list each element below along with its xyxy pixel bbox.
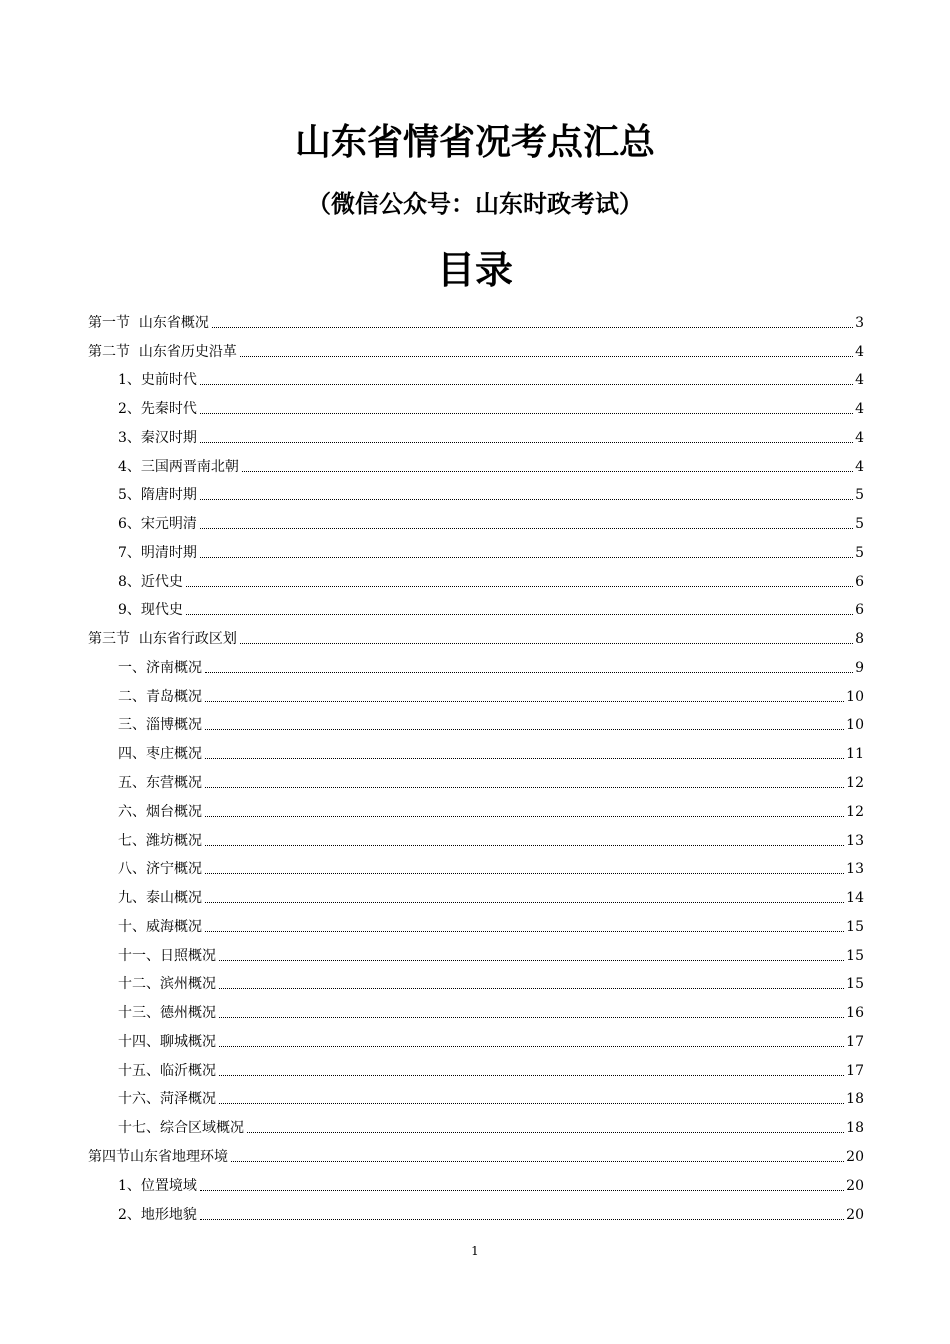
toc-leader-dots <box>200 528 853 529</box>
toc-entry-label: 十六、菏泽概况 <box>118 1091 216 1108</box>
toc-entry-label: 第一节 山东省概况 <box>88 314 209 331</box>
toc-entry-label: 九、泰山概况 <box>118 890 202 907</box>
toc-entry-page: 13 <box>846 832 864 849</box>
toc-entry-page: 16 <box>846 1005 864 1022</box>
toc-entry-label: 六、烟台概况 <box>118 803 202 820</box>
toc-entry[interactable] <box>88 680 864 709</box>
toc-leader-dots <box>200 442 853 443</box>
toc-leader-dots <box>219 1046 844 1047</box>
toc-entry-label: 十一、日照概况 <box>118 947 216 964</box>
toc-entry-page: 18 <box>846 1120 864 1137</box>
toc-entry-page: 15 <box>846 918 864 935</box>
toc-entry-label: 八、济宁概况 <box>118 861 202 878</box>
toc-heading: 目录 <box>436 247 513 292</box>
toc-entry-label: 十五、临沂概况 <box>118 1062 216 1079</box>
toc-leader-dots <box>205 931 844 932</box>
toc-entry[interactable] <box>88 1169 864 1198</box>
toc-entry[interactable] <box>88 392 864 421</box>
toc-leader-dots <box>200 1219 844 1220</box>
toc-entry-label: 五、东营概况 <box>118 775 202 792</box>
toc-entry[interactable] <box>88 996 864 1025</box>
toc-entry-label: 2、先秦时代 <box>118 401 197 418</box>
toc-entry-label: 第四节山东省地理环境 <box>88 1148 228 1165</box>
toc-entry-label: 十七、综合区域概况 <box>118 1120 244 1137</box>
toc-entry-label: 9、现代史 <box>118 602 183 619</box>
toc-entry-label: 4、三国两晋南北朝 <box>118 458 239 475</box>
toc-leader-dots <box>205 787 844 788</box>
toc-leader-dots <box>219 960 844 961</box>
toc-entry-page: 13 <box>846 861 864 878</box>
toc-entry[interactable] <box>88 1111 864 1140</box>
toc-leader-dots <box>242 471 853 472</box>
toc-entry[interactable] <box>88 1054 864 1083</box>
toc-entry[interactable] <box>88 1025 864 1054</box>
toc-entry[interactable] <box>88 479 864 508</box>
toc-entry-page: 12 <box>846 803 864 820</box>
toc-entry[interactable] <box>88 622 864 651</box>
toc-entry-page: 4 <box>855 429 864 446</box>
toc-entry[interactable] <box>88 1083 864 1112</box>
toc-leader-dots <box>186 586 853 587</box>
document-title: 山东省情省况考点汇总 <box>294 121 655 163</box>
toc-entry[interactable] <box>88 565 864 594</box>
toc-entry[interactable] <box>88 507 864 536</box>
toc-entry-label: 8、近代史 <box>118 573 183 590</box>
toc-entry-page: 8 <box>855 631 864 648</box>
toc-entry-label: 十、威海概况 <box>118 918 202 935</box>
toc-entry[interactable] <box>88 939 864 968</box>
toc-leader-dots <box>212 327 853 328</box>
toc-leader-dots <box>200 557 853 558</box>
toc-entry-label: 一、济南概况 <box>118 659 202 676</box>
toc-leader-dots <box>205 758 844 759</box>
toc-entry-page: 4 <box>855 401 864 418</box>
toc-entry[interactable] <box>88 536 864 565</box>
toc-leader-dots <box>205 873 844 874</box>
toc-entry-label: 第三节 山东省行政区划 <box>88 631 237 648</box>
toc-entry[interactable] <box>88 853 864 882</box>
toc-leader-dots <box>200 384 853 385</box>
toc-leader-dots <box>200 499 853 500</box>
toc-entry-page: 15 <box>846 976 864 993</box>
toc-entry-page: 3 <box>855 314 864 331</box>
toc-leader-dots <box>205 701 844 702</box>
toc-entry-page: 20 <box>846 1206 864 1223</box>
toc-entry[interactable] <box>88 795 864 824</box>
toc-entry[interactable] <box>88 824 864 853</box>
toc-leader-dots <box>219 1017 844 1018</box>
toc-entry[interactable] <box>88 1140 864 1169</box>
toc-leader-dots <box>231 1161 844 1162</box>
toc-leader-dots <box>200 1190 844 1191</box>
toc-leader-dots <box>219 988 844 989</box>
toc-entry-page: 5 <box>855 544 864 561</box>
toc-leader-dots <box>205 816 844 817</box>
toc-entry[interactable] <box>88 306 864 335</box>
toc-entry-page: 5 <box>855 487 864 504</box>
toc-entry[interactable] <box>88 766 864 795</box>
toc-entry-page: 6 <box>855 573 864 590</box>
toc-entry[interactable] <box>88 364 864 393</box>
toc-entry-label: 十四、聊城概况 <box>118 1033 216 1050</box>
toc-entry-label: 1、位置境域 <box>118 1177 197 1194</box>
toc-entry-page: 5 <box>855 516 864 533</box>
toc-entry-label: 二、青岛概况 <box>118 688 202 705</box>
toc-entry-page: 4 <box>855 343 864 360</box>
toc-entry-label: 1、史前时代 <box>118 372 197 389</box>
toc-entry[interactable] <box>88 335 864 364</box>
toc-leader-dots <box>200 413 853 414</box>
toc-leader-dots <box>205 902 844 903</box>
toc-entry-label: 3、秦汉时期 <box>118 429 197 446</box>
toc-leader-dots <box>247 1132 844 1133</box>
toc-leader-dots <box>240 356 853 357</box>
document-subtitle: （微信公众号：山东时政考试） <box>307 189 643 218</box>
toc-entry-page: 17 <box>846 1062 864 1079</box>
toc-entry[interactable] <box>88 881 864 910</box>
toc-leader-dots <box>219 1075 844 1076</box>
toc-entry-label: 第二节 山东省历史沿革 <box>88 343 237 360</box>
toc-entry-page: 4 <box>855 458 864 475</box>
toc-entry-page: 11 <box>846 746 864 763</box>
toc-entry-label: 5、隋唐时期 <box>118 487 197 504</box>
toc-entry[interactable] <box>88 421 864 450</box>
toc-entry[interactable] <box>88 737 864 766</box>
page-number: 1 <box>471 1244 479 1258</box>
toc-entry-page: 18 <box>846 1091 864 1108</box>
toc-leader-dots <box>205 672 853 673</box>
toc-entry[interactable] <box>88 968 864 997</box>
toc-entry-label: 十三、德州概况 <box>118 1005 216 1022</box>
toc-entry-page: 17 <box>846 1033 864 1050</box>
toc-entry-page: 9 <box>855 659 864 676</box>
toc-leader-dots <box>240 643 853 644</box>
toc-entry-label: 三、淄博概况 <box>118 717 202 734</box>
toc-entry[interactable] <box>88 709 864 738</box>
toc-entry-label: 2、地形地貌 <box>118 1206 197 1223</box>
toc-entry[interactable] <box>88 910 864 939</box>
toc-entry-page: 6 <box>855 602 864 619</box>
toc-entry-page: 10 <box>846 688 864 705</box>
toc-entry-page: 20 <box>846 1177 864 1194</box>
toc-entry-label: 四、枣庄概况 <box>118 746 202 763</box>
toc-entry-page: 14 <box>846 890 864 907</box>
toc-leader-dots <box>219 1103 844 1104</box>
toc-entry-page: 12 <box>846 775 864 792</box>
toc-entry-page: 20 <box>846 1148 864 1165</box>
toc-entry-page: 15 <box>846 947 864 964</box>
toc-leader-dots <box>205 729 844 730</box>
toc-entry[interactable] <box>88 450 864 479</box>
toc-entry-label: 七、潍坊概况 <box>118 832 202 849</box>
toc-entry-page: 10 <box>846 717 864 734</box>
toc-entry-label: 十二、滨州概况 <box>118 976 216 993</box>
toc-leader-dots <box>186 614 853 615</box>
toc-entry-label: 7、明清时期 <box>118 544 197 561</box>
toc-leader-dots <box>205 845 844 846</box>
toc-entry[interactable] <box>88 594 864 623</box>
toc-entry-label: 6、宋元明清 <box>118 516 197 533</box>
toc-entry[interactable] <box>88 651 864 680</box>
toc-entry-page: 4 <box>855 372 864 389</box>
table-of-contents <box>88 306 864 1227</box>
toc-entry[interactable] <box>88 1198 864 1227</box>
